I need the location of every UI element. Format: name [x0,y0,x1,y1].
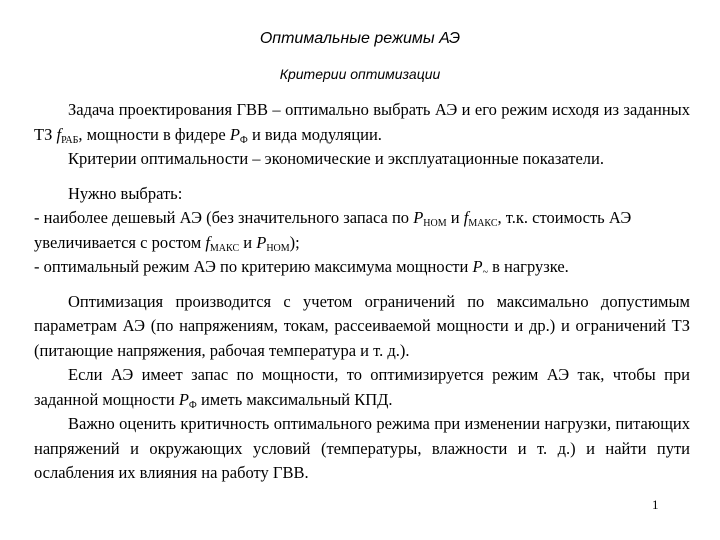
text-run: Задача проектирования ГВВ – оптимально выбрать АЭ и его режим исходя из заданных ТЗ [34,100,690,144]
var-p: P [472,257,483,276]
text-run: - оптимальный режим АЭ по критерию максимума мощности [34,257,469,276]
var-p: P [256,232,267,252]
paragraph-criticality: Важно оценить критичность оптимального режима при изменении нагрузки, питающих напряжений и окружающих условий (температуры, влажности и т. д.) и найти пути ослабления их влияния на работу ГВВ. [34,414,690,482]
text-run: Если АЭ имеет запас по мощности, то оптимизируется режим АЭ так, чтобы при заданной мощности [34,365,690,409]
sub-maks: МАКС [209,242,240,254]
paragraph-cheap-ae [34,206,690,255]
text-run: и [446,208,464,227]
text-run: , мощности в фидере [78,124,226,144]
text-run: в нагрузке. [487,257,569,276]
var-f: f [56,124,62,144]
var-p: P [229,124,240,144]
var-f: f [205,232,210,252]
sub-nom: НОМ [423,218,447,229]
paragraph-task [34,98,690,147]
var-p: P [413,208,424,227]
var-p: P [178,389,189,409]
sub-maks: МАКС [468,218,498,229]
sub-rab: РАБ [61,134,79,146]
text-run: - наиболее дешевый АЭ (без значительного запаса по [34,208,410,227]
paragraph-optimization: Оптимизация производится с учетом ограничений по максимально допустимым параметрам АЭ (по напряжениям, токам, рассеиваемой мощности и др.) и ограничений ТЗ (питающие напряжения, рабочая температура и т. д.). [34,291,690,360]
text-run: и вида модуляции. [247,124,382,144]
text-run: и [239,232,257,252]
text-run: ); [289,232,300,252]
paragraph-need: Нужно выбрать: [68,183,183,203]
sub-phi: Ф [239,134,248,146]
sub-tilde: ~ [482,267,488,278]
text-run: , т.к. стоимость АЭ увеличивается с ростом [34,208,632,252]
var-f: f [463,208,469,227]
paragraph-criteria: Критерии оптимальности – экономические и эксплуатационные показатели. [68,149,604,168]
sub-nom: НОМ [266,242,290,254]
page-number: 1 [652,497,659,512]
paragraph-power-reserve [34,363,690,412]
slide-body [34,98,690,486]
slide-title: Оптимальные режимы АЭ [259,30,461,47]
sub-phi: Ф [188,399,197,411]
text-run: иметь максимальный КПД. [196,389,393,409]
slide-subtitle: Критерии оптимизации [279,66,441,82]
paragraph-optimal-mode [34,255,690,280]
